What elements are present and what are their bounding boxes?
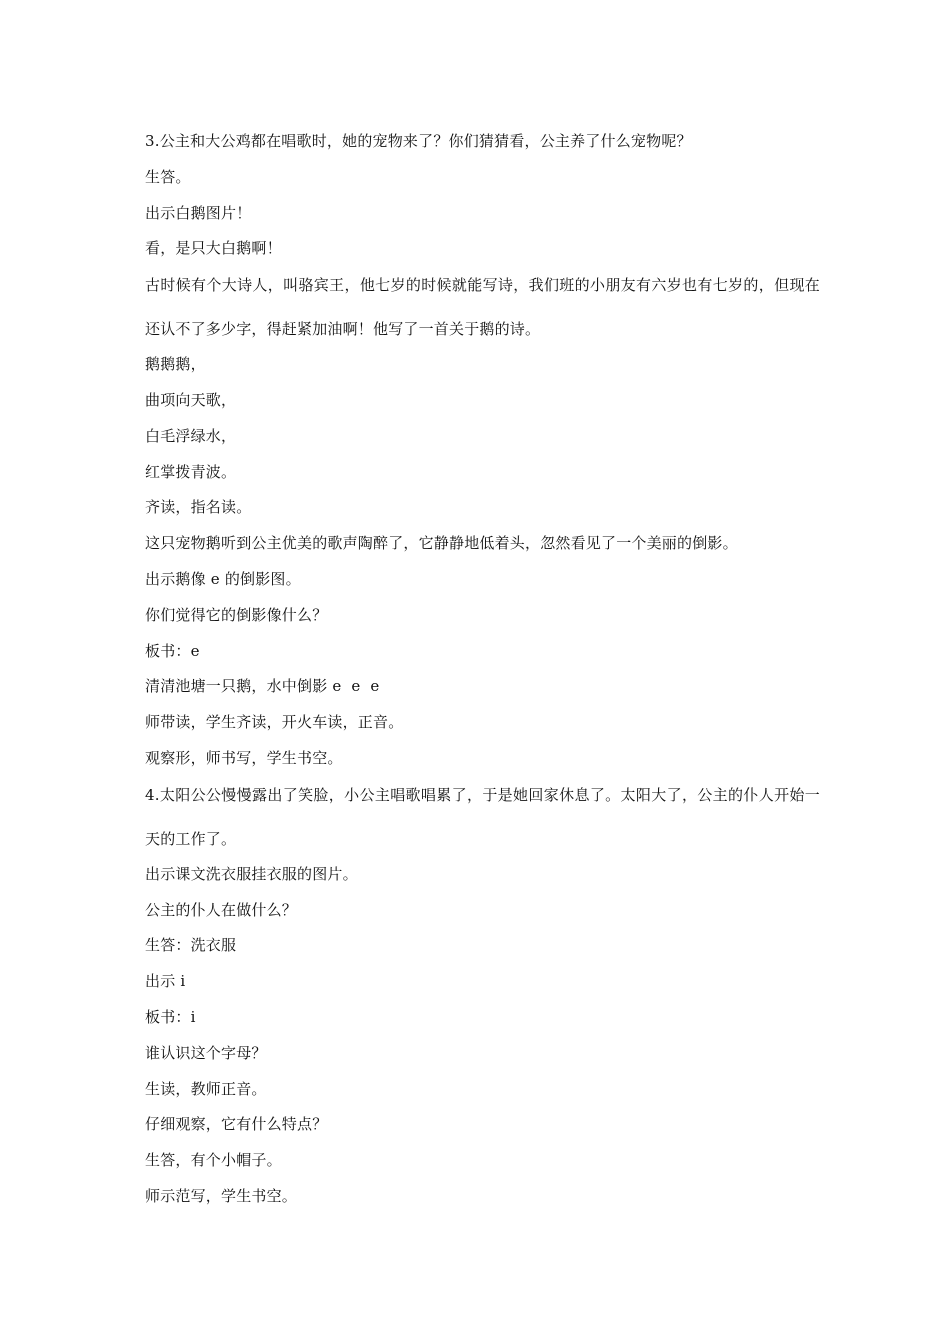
text-line: 出示课文洗衣服挂衣服的图片。 xyxy=(145,864,358,883)
poem-line: 白毛浮绿水， xyxy=(145,426,237,445)
text-line: 你们觉得它的倒影像什么？ xyxy=(145,605,328,624)
text-line: 清清池塘一只鹅，水中倒影 e e e xyxy=(145,677,380,696)
text-line: 仔细观察，它有什么特点？ xyxy=(145,1115,328,1134)
lesson-content xyxy=(145,124,820,1215)
text-line: 生答。 xyxy=(145,167,191,186)
text-line: 这只宠物鹅听到公主优美的歌声陶醉了，它静静地低着头，忽然看见了一个美丽的倒影。 xyxy=(145,534,738,553)
text-line: 公主的仆人在做什么？ xyxy=(145,900,298,919)
text-line: 观察形，师书写，学生书空。 xyxy=(145,748,343,767)
poem-line: 曲项向天歌， xyxy=(145,390,237,409)
text-line: 谁认识这个字母？ xyxy=(145,1043,267,1062)
text-line: 出示 i xyxy=(145,972,186,991)
text-line: 生答，有个小帽子。 xyxy=(145,1151,282,1170)
text-line: 出示鹅像 e 的倒影图。 xyxy=(145,569,301,588)
poem-line: 鹅鹅鹅， xyxy=(145,355,206,374)
text-line: 3.公主和大公鸡都在唱歌时，她的宠物来了？你们猜猜看，公主养了什么宠物呢？ xyxy=(145,132,692,150)
text-line: 板书：e xyxy=(145,641,200,660)
text-line: 师示范写，学生书空。 xyxy=(145,1186,298,1205)
text-line: 板书：i xyxy=(145,1007,196,1026)
text-line: 师带读，学生齐读，开火车读，正音。 xyxy=(145,713,404,732)
text-paragraph: 4.太阳公公慢慢露出了笑脸，小公主唱歌唱累了，于是她回家休息了。太阳大了，公主的仆人开始一天的工作了。 xyxy=(145,785,820,848)
poem-line: 红掌拨青波。 xyxy=(145,462,237,481)
text-line: 齐读，指名读。 xyxy=(145,498,252,517)
text-line: 看，是只大白鹅啊！ xyxy=(145,239,282,258)
text-line: 生答：洗衣服 xyxy=(145,936,237,955)
text-line: 出示白鹅图片！ xyxy=(145,203,252,222)
text-paragraph: 古时候有个大诗人，叫骆宾王，他七岁的时候就能写诗，我们班的小朋友有六岁也有七岁的，但现在还认不了多少字，得赶紧加油啊！他写了一首关于鹅的诗。 xyxy=(145,276,820,339)
text-line: 生读，教师正音。 xyxy=(145,1079,267,1098)
